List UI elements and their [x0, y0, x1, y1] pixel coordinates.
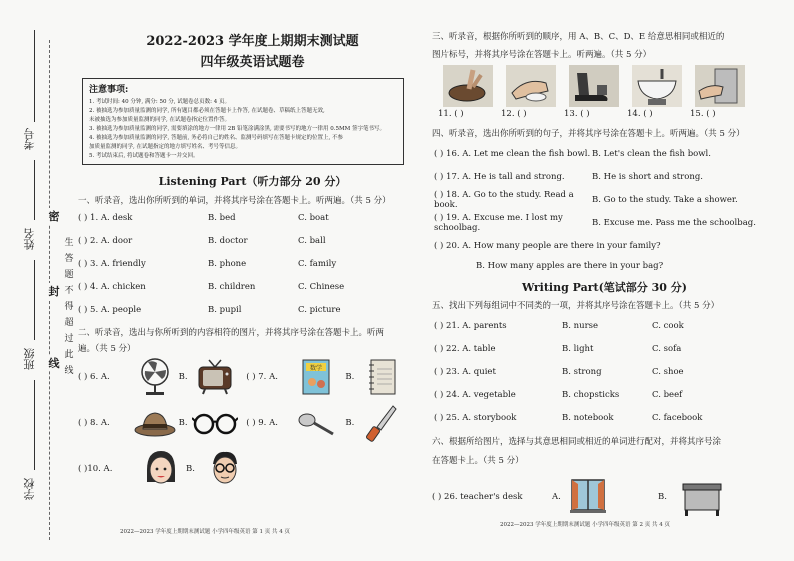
notebook-icon — [365, 357, 399, 397]
question-26[interactable]: ( ) 26. teacher's desk — [432, 492, 523, 502]
sentence-option-b[interactable]: B. He is short and strong. — [592, 171, 703, 182]
sentence-option-b[interactable]: B. How many apples are there in your bag? — [476, 261, 664, 271]
girl-face-picture[interactable] — [136, 449, 186, 489]
hat-icon — [133, 408, 177, 438]
wiping-picture[interactable] — [692, 65, 747, 107]
question-row — [78, 206, 405, 229]
section-1-questions — [70, 206, 405, 321]
answer-15[interactable]: 15. ( ) — [690, 109, 716, 119]
tv-picture[interactable] — [192, 357, 239, 397]
word-option-b[interactable]: B. strong — [562, 366, 602, 377]
class-line — [34, 380, 35, 470]
option-c[interactable]: C. family — [298, 258, 337, 269]
section-6-heading-cont: 在答题卡上。（共 5 分） — [432, 456, 524, 466]
sentence-row — [434, 165, 777, 188]
section-3-answers — [438, 109, 777, 119]
word-row — [434, 360, 777, 383]
option-b-label: B. — [178, 418, 188, 428]
word-option-a[interactable]: ( ) 22. A. table — [434, 343, 496, 354]
notice-line: 加质量监测的同学, 在试题指定的地方填写姓名、考号等信息。 — [89, 144, 241, 150]
fan-icon — [136, 357, 174, 397]
word-option-a[interactable]: ( ) 24. A. vegetable — [434, 389, 516, 400]
exam-no-line-2 — [34, 160, 35, 220]
option-b-label: B. — [345, 372, 355, 382]
binding-warning: 生答题不得超过此线 — [64, 238, 74, 376]
section-3-pictures — [440, 65, 777, 107]
man-glasses-picture[interactable] — [200, 449, 250, 489]
section-1-heading: 一、听录音，选出你所听到的单词，并将其序号涂在答题卡上。听两遍。（共 5 分） — [78, 196, 391, 206]
option-a[interactable]: ( ) 3. A. friendly — [78, 258, 146, 269]
spoon-picture[interactable] — [293, 403, 340, 443]
exam-no-line — [34, 30, 35, 122]
sentence-option-b[interactable]: B. Go to the study. Take a shower. — [592, 194, 738, 205]
notice-line: 5. 考试结束后, 将试题卷和答题卡一并交回。 — [89, 153, 199, 159]
option-a[interactable]: ( ) 2. A. door — [78, 235, 133, 246]
desk-icon — [680, 476, 724, 518]
option-a[interactable]: ( ) 5. A. people — [78, 304, 142, 315]
option-a[interactable]: ( ) 4. A. chicken — [78, 281, 146, 292]
option-c[interactable]: C. picture — [298, 304, 341, 315]
sink-icon — [632, 65, 682, 107]
book-label: 数学 — [310, 365, 323, 372]
word-option-c[interactable]: C. shoe — [652, 366, 684, 377]
window-icon — [568, 476, 608, 518]
sentence-row — [434, 234, 777, 257]
question-9[interactable]: ( ) 9. A. — [246, 418, 278, 428]
man-icon — [207, 448, 243, 490]
writing-part-title: Writing Part(笔试部分 30 分) — [522, 281, 687, 294]
shoes-icon — [569, 65, 619, 107]
answer-12[interactable]: 12. ( ) — [501, 109, 527, 119]
option-b-label: B. — [658, 492, 667, 502]
word-row — [434, 337, 777, 360]
notebook-picture[interactable] — [358, 357, 405, 397]
bowl-picture[interactable] — [440, 65, 495, 107]
sentence-option-a[interactable]: ( ) 17. A. He is tall and strong. — [434, 171, 565, 182]
question-row — [78, 252, 405, 275]
seal-char-mi: 密 — [48, 210, 60, 223]
spoon-icon — [296, 408, 336, 438]
option-c[interactable]: C. Chinese — [298, 281, 345, 292]
word-option-c[interactable]: C. beef — [652, 389, 683, 400]
notice-line: 4. 被抽选为参加质量监测的同学, 答题前, 务必将自己的姓名、监测号码填写在答题卡规定的位置上, 不参 — [89, 135, 343, 141]
word-option-a[interactable]: ( ) 21. A. parents — [434, 320, 507, 331]
question-row — [78, 229, 405, 252]
answer-13[interactable]: 13. ( ) — [564, 109, 590, 119]
knife-icon — [365, 403, 399, 443]
word-option-b[interactable]: B. nurse — [562, 320, 599, 331]
word-row — [434, 314, 777, 337]
question-7[interactable]: ( ) 7. A. — [246, 372, 278, 382]
window-picture[interactable] — [568, 476, 608, 518]
class-label: 班级 — [23, 348, 36, 370]
option-a-label: A. — [552, 492, 561, 502]
sentence-option-b[interactable]: B. Let's clean the fish bowl. — [592, 148, 711, 159]
hand-icon — [506, 65, 556, 107]
notice-box — [82, 78, 404, 165]
answer-11[interactable]: 11. ( ) — [438, 109, 464, 119]
section-3-heading-cont: 图片标号，并将其序号涂在答题卡上。听两遍。（共 5 分） — [432, 50, 652, 60]
binding-strip — [0, 0, 62, 561]
notice-line: 未被抽选为参加质量监测的同学, 在试题卷指定位置作答。 — [89, 117, 230, 123]
seal-char-xian: 线 — [48, 357, 60, 370]
question-6[interactable]: ( ) 6. A. — [78, 372, 110, 382]
sentence-option-a[interactable]: ( ) 16. A. Let me clean the fish bowl. — [434, 148, 591, 159]
notice-line: 1. 考试时间: 40 分钟, 满分: 50 分, 试题卷总页数: 4 页。 — [89, 99, 231, 105]
word-option-a[interactable]: ( ) 25. A. storybook — [434, 412, 517, 423]
option-b[interactable]: B. pupil — [208, 304, 242, 315]
left-page — [70, 30, 405, 492]
wipe-icon — [695, 65, 745, 107]
option-a[interactable]: ( ) 1. A. desk — [78, 212, 133, 223]
option-b-label: B. — [186, 464, 195, 474]
section-6-heading: 六、根据所给图片，选择与其意思相同或相近的单词进行配对，并将其序号涂 — [432, 437, 722, 447]
option-c[interactable]: C. ball — [298, 235, 326, 246]
section-4-heading: 四、听录音，选出你所听到的句子，并将其序号涂在答题卡上。听两遍。（共 5 分） — [432, 129, 745, 139]
word-row — [434, 406, 777, 429]
listening-part-title: Listening Part（听力部分 20 分） — [158, 175, 347, 188]
book-icon — [298, 357, 334, 397]
glasses-icon — [192, 410, 238, 436]
word-option-c[interactable]: C. sofa — [652, 343, 682, 354]
picture-question-row — [78, 354, 405, 400]
sentence-row — [434, 211, 777, 234]
sentence-row — [476, 257, 777, 275]
option-b-label: B. — [345, 418, 355, 428]
question-row — [78, 298, 405, 321]
question-8[interactable]: ( ) 8. A. — [78, 418, 110, 428]
option-c[interactable]: C. boat — [298, 212, 329, 223]
question-row — [78, 275, 405, 298]
exam-subtitle: 四年级英语试题卷 — [200, 55, 305, 70]
word-option-b[interactable]: B. notebook — [562, 412, 614, 423]
exam-no-label: 考号 — [23, 128, 36, 150]
name-label: 姓名 — [23, 228, 36, 250]
picture-question-row — [78, 446, 405, 492]
option-b[interactable]: B. bed — [208, 212, 236, 223]
sink-picture[interactable] — [629, 65, 684, 107]
picture-question-row — [78, 400, 405, 446]
section-2-heading: 二、听录音，选出与你所听到的内容相符的图片，并将其序号涂在答题卡上。听两 — [78, 328, 385, 338]
word-option-a[interactable]: ( ) 23. A. quiet — [434, 366, 496, 377]
shoes-picture[interactable] — [566, 65, 621, 107]
section-3-heading: 三、听录音，根据你所听到的顺序，用 A、B、C、D、E 给意思相同或相近的 — [432, 32, 725, 42]
cooking-bowl-icon — [443, 65, 493, 107]
math-book-picture[interactable] — [293, 357, 340, 397]
question-26-row — [432, 475, 777, 519]
sentence-row — [434, 142, 777, 165]
sentence-row — [434, 188, 777, 211]
option-b[interactable]: B. phone — [208, 258, 247, 269]
notice-line: 2. 被抽选为参加质量监测的同学, 所有题目都必须在答题卡上作答, 在试题卷、草稿纸上答题无效, — [89, 108, 325, 114]
answer-14[interactable]: 14. ( ) — [627, 109, 653, 119]
sentence-option-a[interactable]: ( ) 20. A. How many people are there in your family? — [434, 240, 661, 251]
sentence-option-b[interactable]: B. Excuse me. Pass me the schoolbag. — [592, 217, 756, 228]
word-option-b[interactable]: B. chopsticks — [562, 389, 620, 400]
desk-picture[interactable] — [680, 476, 724, 518]
notice-line: 3. 被抽选为参加质量监测的同学, 需要填涂的地方一律用 2B 铅笔涂满涂黑, 需要书写的地方一律用 0.5MM 签字笔书写。 — [89, 126, 386, 132]
notice-heading: 注意事项: — [89, 85, 129, 95]
name-line — [34, 260, 35, 340]
seal-char-feng: 封 — [48, 285, 60, 298]
section-2-heading-cont: 遍。（共 5 分） — [78, 344, 136, 354]
girl-icon — [143, 448, 179, 490]
word-option-c[interactable]: C. facebook — [652, 412, 703, 423]
question-10[interactable]: ( )10. A. — [78, 464, 113, 474]
knife-picture[interactable] — [358, 403, 405, 443]
word-option-b[interactable]: B. light — [562, 343, 594, 354]
tv-icon — [195, 358, 235, 396]
glasses-picture[interactable] — [192, 403, 239, 443]
hand-picture[interactable] — [503, 65, 558, 107]
section-5-heading: 五、找出下列每组词中不同类的一项，并将其序号涂在答题卡上。（共 5 分） — [432, 301, 720, 311]
option-b-label: B. — [178, 372, 188, 382]
hat-picture[interactable] — [132, 403, 179, 443]
school-label: 学校 — [23, 478, 36, 500]
sentence-option-a[interactable]: ( ) 19. A. Excuse me. I lost my schoolbag. — [434, 212, 563, 233]
right-page — [432, 30, 777, 519]
fan-picture[interactable] — [132, 357, 179, 397]
exam-title: 2022-2023 学年度上期期末测试题 — [146, 34, 359, 49]
word-row — [434, 383, 777, 406]
right-page-footer: 2022—2023 学年度上期期末测试题 小学四年级英语 第 2 页 共 4 页 — [500, 522, 670, 528]
option-b[interactable]: B. doctor — [208, 235, 248, 246]
left-page-footer: 2022—2023 学年度上期期末测试题 小学四年级英语 第 1 页 共 4 页 — [120, 529, 290, 535]
sentence-option-a[interactable]: ( ) 18. A. Go to the study. Read a book. — [434, 189, 574, 210]
word-option-c[interactable]: C. cook — [652, 320, 684, 331]
option-b[interactable]: B. children — [208, 281, 256, 292]
